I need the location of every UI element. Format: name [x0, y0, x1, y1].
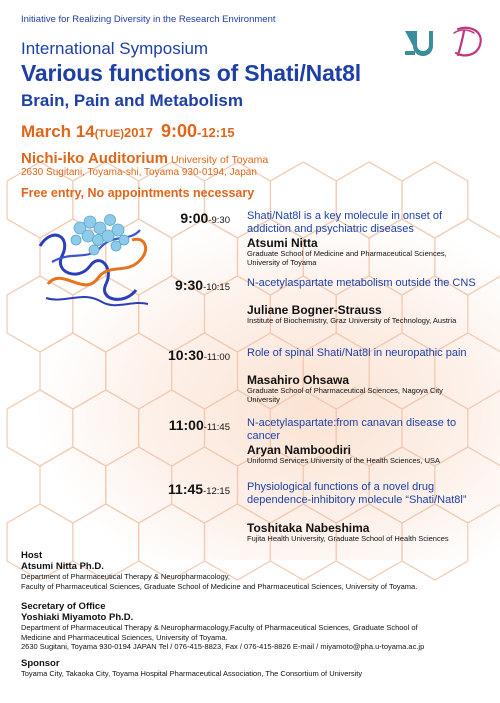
venue [21, 150, 268, 168]
program-item [130, 210, 470, 270]
speaker-name: Atsumi Nitta [247, 236, 318, 250]
program-item [130, 347, 470, 407]
talk-start-time: 9:30 [175, 277, 204, 293]
host-line-1: Department of Pharmaceutical Therapy & Neuropharmacology, [21, 572, 230, 581]
speaker-affiliation: Institute of Biochemistry, Graz University of Technology, Austria [247, 316, 457, 325]
host-section [21, 550, 481, 591]
speaker-name: Masahiro Ohsawa [247, 373, 350, 387]
talk-time [168, 481, 230, 499]
event-end-time: -12:15 [196, 125, 235, 140]
secretary-section [21, 601, 481, 652]
venue-university: University of Toyama [170, 154, 269, 166]
talk-time [168, 347, 230, 365]
talk-start-time: 9:00 [180, 210, 209, 226]
talk-end-time: -11:45 [203, 422, 230, 433]
event-type: International Symposium [21, 39, 209, 58]
speaker-affiliation: Graduate School of Pharmaceutical Sciences, Nagoya City University [247, 386, 443, 404]
secretary-contact: 2630 Sugitani, Toyama 930-0194 JAPAN Tel / 076-415-8823, Fax / 076-415-8826 E-mail / miyamoto@pha.u-toyama.ac.jp [21, 642, 425, 651]
talk-time [175, 277, 230, 295]
talk-time [180, 210, 230, 228]
secretary-name: Yoshiaki Miyamoto Ph.D. [21, 612, 134, 623]
secretary-line-1: Department of Pharmaceutical Therapy & Neuropharmacology,Faculty of Pharmaceutical Sciences, Graduate School of [21, 623, 418, 632]
host-line-2: Faculty of Pharmaceutical Sciences, Graduate School of Medicine and Pharmaceutical Sciences, University of Toyama. [21, 581, 418, 591]
talk-title: Shati/Nat8l is a key molecule in onset of addiction and psychiatric diseases [247, 210, 443, 235]
event-year: 2017 [124, 125, 153, 140]
event-start-time: 9:00 [160, 121, 197, 141]
secretary-line-2: Medicine and Pharmaceutical Sciences, University of Toyama. [21, 632, 228, 642]
talk-end-time: -12:15 [203, 486, 230, 497]
talk-title: Physiological functions of a novel drug dependence-inhibitory molecule “Shati/Nat8l” [247, 481, 467, 506]
sponsor-section [21, 658, 481, 679]
talk-title: Role of spinal Shati/Nat8l in neuropathic pain [247, 347, 467, 359]
talk-start-time: 11:45 [168, 481, 204, 497]
talk-start-time: 11:00 [168, 417, 204, 433]
secretary-heading: Secretary of Office [21, 601, 106, 612]
talk-time [169, 417, 230, 435]
diversity-d-logo [450, 23, 486, 61]
university-of-toyama-logo [401, 27, 441, 59]
speaker-affiliation: Fujita Health University, Graduate School of Health Sciences [247, 534, 449, 543]
talk-end-time: -9:30 [208, 215, 230, 226]
event-date-time [21, 121, 235, 142]
speaker-name: Aryan Namboodiri [247, 443, 352, 457]
event-weekday: (TUE) [94, 128, 125, 140]
program-item [130, 277, 476, 337]
symposium-subtitle: Brain, Pain and Metabolism [21, 91, 243, 110]
talk-end-time: -11:00 [203, 352, 230, 363]
admission-note: Free entry, No appointments necessary [21, 186, 255, 200]
initiative-label: Initiative for Realizing Diversity in the Research Environment [21, 14, 276, 25]
program-item [130, 481, 470, 541]
symposium-title: Various functions of Shati/Nat8l [21, 60, 361, 86]
host-heading: Host [21, 550, 43, 561]
host-name: Atsumi Nitta Ph.D. [21, 561, 104, 572]
venue-address: 2630 Sugitani, Toyama-shi, Toyama 930-0194, Japan [21, 167, 257, 178]
venue-name: Nichi-iko Auditorium [21, 150, 168, 167]
talk-title: N-acetylaspartate:from canavan disease to cancer [247, 417, 457, 442]
talk-start-time: 10:30 [167, 347, 204, 363]
speaker-name: Toshitaka Nabeshima [247, 521, 370, 535]
program-item [130, 417, 470, 477]
talk-title: N-acetylaspartate metabolism outside the CNS [247, 277, 476, 289]
event-date: March 14 [21, 122, 95, 141]
speaker-affiliation: Graduate School of Medicine and Pharmaceutical Sciences, University of Toyama [247, 249, 447, 267]
speaker-affiliation: Uniformd Services University of the Health Sciences, USA [247, 456, 440, 465]
sponsor-heading: Sponsor [21, 658, 60, 669]
talk-end-time: -10:15 [203, 282, 230, 293]
speaker-name: Juliane Bogner-Strauss [247, 303, 382, 317]
sponsor-list: Toyama City, Takaoka City, Toyama Hospital Pharmaceutical Association, The Consortium of University [21, 669, 363, 678]
